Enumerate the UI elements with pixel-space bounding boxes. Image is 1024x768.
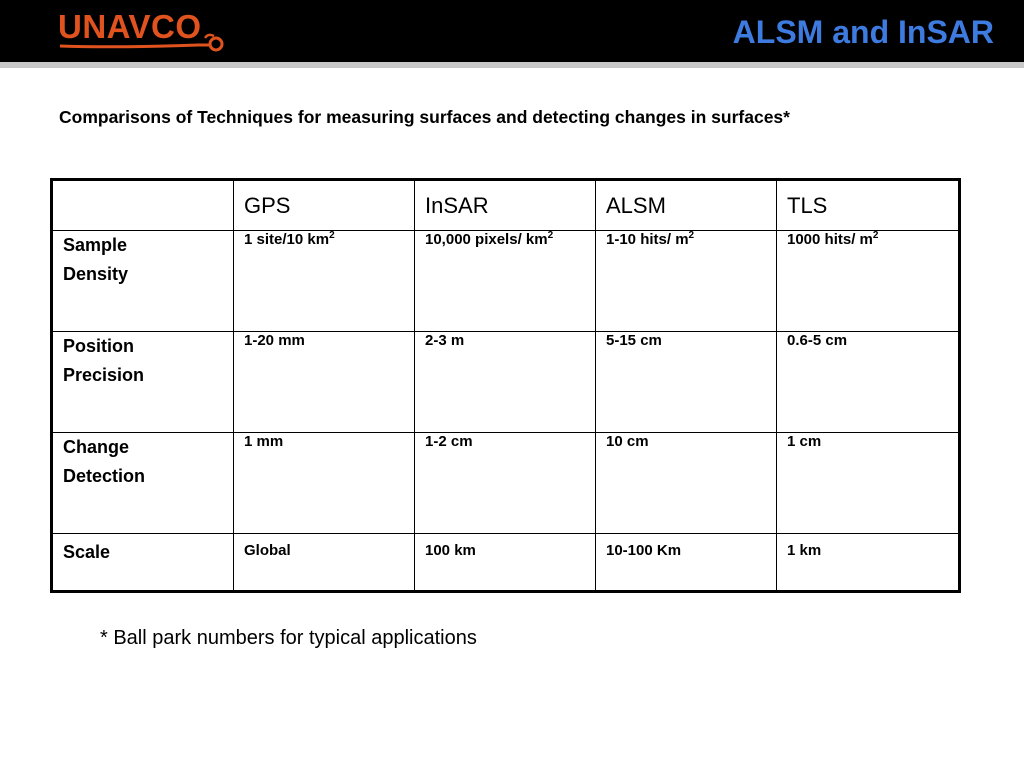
table-row-position-precision — [52, 332, 960, 433]
table-cell: 2-3 m — [415, 332, 596, 433]
table-row-scale — [52, 534, 960, 592]
table-caption: Comparisons of Techniques for measuring surfaces and detecting changes in surfaces* — [59, 107, 790, 127]
table-cell — [596, 231, 777, 332]
header-cell-corner — [52, 180, 234, 231]
table-cell: 10-100 Km — [596, 534, 777, 592]
table-cell: 1-20 mm — [234, 332, 415, 433]
row-label-line2: Detection — [63, 466, 146, 486]
table-cell: 100 km — [415, 534, 596, 592]
cell-superscript: 2 — [688, 230, 695, 241]
cell-text: 10,000 pixels/ km — [425, 231, 548, 248]
table-cell — [234, 231, 415, 332]
row-label-line1: Change — [63, 437, 130, 457]
header-cell-gps: GPS — [234, 180, 415, 231]
table-cell: 5-15 cm — [596, 332, 777, 433]
header-divider — [0, 62, 1024, 68]
slide-title: ALSM and InSAR — [732, 14, 994, 50]
logo-text: UNAVCO — [58, 8, 202, 45]
cell-text: 1000 hits/ m — [787, 231, 873, 248]
header-cell-tls: TLS — [777, 180, 960, 231]
table-cell: 1-2 cm — [415, 433, 596, 534]
cell-superscript: 2 — [329, 230, 335, 241]
row-label — [52, 534, 234, 592]
table-cell: 10 cm — [596, 433, 777, 534]
unavco-logo — [58, 8, 233, 56]
table-cell: 1 cm — [777, 433, 960, 534]
table-cell: Global — [234, 534, 415, 592]
table-cell: 1 mm — [234, 433, 415, 534]
table-cell: 0.6-5 cm — [777, 332, 960, 433]
row-label-line2: Density — [63, 264, 129, 284]
table-cell — [415, 231, 596, 332]
cell-text: 1 site/10 km — [244, 231, 330, 248]
cell-text: 1-10 hits/ m — [606, 231, 689, 248]
table-row-sample-density — [52, 231, 960, 332]
row-label — [52, 332, 234, 433]
header-cell-alsm: ALSM — [596, 180, 777, 231]
row-label — [52, 433, 234, 534]
header-cell-insar: InSAR — [415, 180, 596, 231]
table-cell: 1 km — [777, 534, 960, 592]
footnote: * Ball park numbers for typical applications — [100, 627, 477, 649]
table-row-change-detection — [52, 433, 960, 534]
table-header-row — [52, 180, 960, 231]
row-label-line1: Scale — [63, 542, 111, 562]
row-label-line1: Sample — [63, 235, 128, 255]
row-label-line1: Position — [63, 336, 134, 356]
table-cell — [777, 231, 960, 332]
row-label-line2: Precision — [63, 365, 145, 385]
cell-superscript: 2 — [547, 230, 554, 241]
cell-superscript: 2 — [872, 230, 879, 241]
comparison-table — [50, 178, 961, 593]
row-label — [52, 231, 234, 332]
